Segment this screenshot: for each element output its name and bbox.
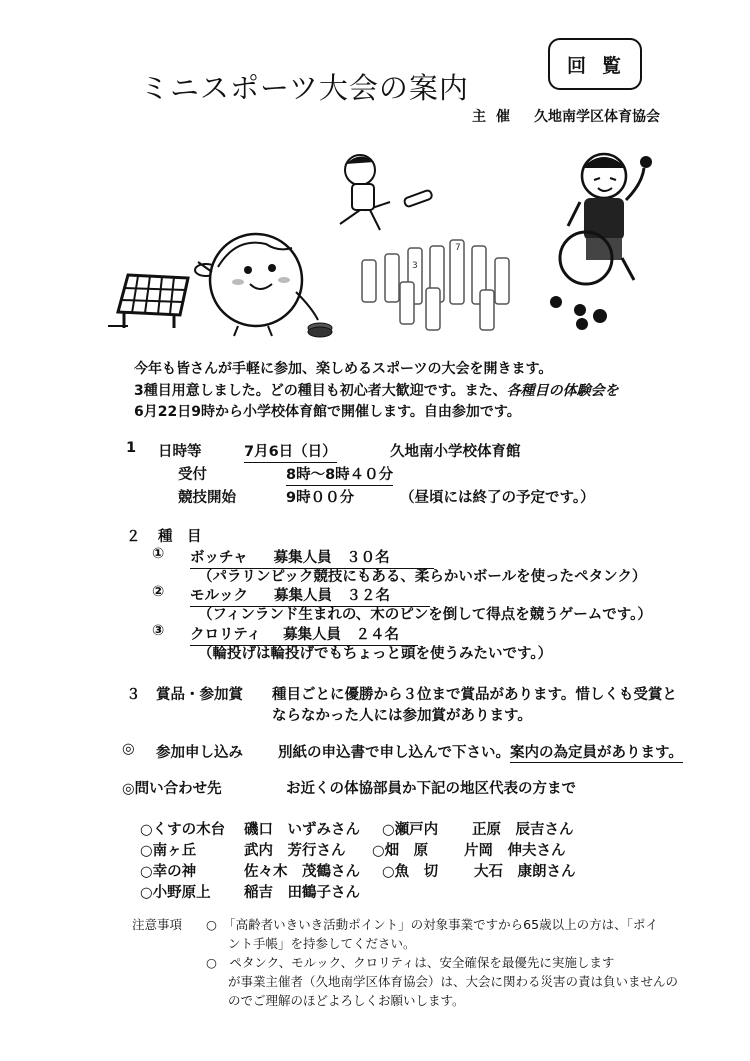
inquiry-text: お近くの体協部員か下記の地区代表の方まで	[286, 781, 576, 797]
contact-area: ○瀬戸内	[382, 822, 439, 838]
boccia-wheelchair-player-illustration	[546, 140, 656, 330]
event-3-number: ③	[152, 623, 165, 639]
contact-area: ○魚 切	[382, 864, 439, 880]
section-2-heading: 種 目	[158, 529, 202, 545]
apply-text	[278, 741, 683, 762]
contact-person: 佐々木 茂鶴さん	[244, 864, 360, 880]
section-1-number: 1	[126, 440, 137, 456]
event-2-recruit: 募集人員 ３２名	[274, 588, 390, 604]
event-3-recruit: 募集人員 ２４名	[283, 627, 400, 643]
apply-instruction: 別紙の申込書で申し込んで下さい。	[278, 745, 510, 761]
contact-person: 武内 芳行さん	[244, 843, 346, 859]
intro-line-3: 6月22日9時から小学校体育館で開催します。自由参加です。	[134, 404, 521, 420]
section-2-number: ２	[126, 529, 141, 545]
start-note: （昼頃には終了の予定です。）	[400, 490, 595, 506]
reception-label: 受付	[178, 467, 207, 483]
apply-capacity-note: 案内の為定員があります。	[510, 745, 683, 761]
svg-text:3: 3	[412, 261, 418, 271]
sponsor	[472, 106, 660, 126]
start-label: 競技開始	[178, 490, 236, 506]
contact-person: 磯口 いずみさん	[244, 822, 360, 838]
section-3-heading: 賞品・参加賞	[156, 687, 243, 703]
section-1-heading: 日時等	[158, 444, 202, 460]
contact-person: 正原 辰吉さん	[472, 822, 574, 838]
section-3-number: ３	[126, 687, 141, 703]
svg-text:7: 7	[455, 243, 461, 253]
event-1-number: ①	[152, 546, 165, 562]
page-title: ミニスポーツ大会の案内	[140, 71, 469, 105]
event-date: 7月6日（日）	[244, 440, 337, 463]
prize-line-1: 種目ごとに優勝から３位まで賞品があります。惜しくも受賞と	[272, 687, 677, 703]
contact-area: ○幸の神	[140, 864, 197, 880]
start-time: 9時００分	[286, 490, 355, 506]
inquiry-heading: ◎問い合わせ先	[122, 781, 222, 797]
circulation-stamp: 回覧	[548, 38, 642, 90]
ring-toss-character-illustration	[188, 222, 338, 340]
event-1-description: （パラリンピック競技にもある、柔らかいボールを使ったペタンク）	[198, 569, 647, 585]
apply-mark: ◎	[122, 741, 135, 757]
event-1-recruit: 募集人員 ３０名	[273, 550, 390, 566]
sponsor-name: 久地南学区体育協会	[534, 109, 660, 125]
event-2-number: ②	[152, 584, 165, 600]
molkky-players-illustration	[330, 150, 530, 335]
apply-heading: 参加申し込み	[156, 745, 243, 761]
prize-line-2: ならなかった人には参加賞があります。	[272, 708, 532, 724]
event-3-description: （輪投げは輪投げでもちょっと頭を使うみたいです。）	[198, 646, 553, 662]
sponsor-label: 主催	[472, 109, 520, 125]
reception-time: 8時～8時４０分	[286, 463, 393, 486]
event-2-description: （フィンランド生まれの、木のピンを倒して得点を競うゲームです。）	[198, 607, 652, 623]
event-3-name: クロリティ	[190, 627, 262, 643]
intro-line-2-text: 3種目用意しました。どの種目も初心者大歓迎です。また、	[134, 383, 507, 399]
event-1-name: ボッチャ	[190, 550, 248, 566]
note-1-line-1: ○ 「高齢者いきいき活動ポイント」の対象事業ですから65歳以上の方は、「ポイ	[206, 917, 658, 932]
contact-person: 片岡 伸夫さん	[464, 843, 566, 859]
contact-area: ○小野原上	[140, 885, 211, 901]
intro-line-1: 今年も皆さんが手軽に参加、楽しめるスポーツの大会を開きます。	[134, 361, 553, 377]
event-2-name: モルック	[190, 588, 248, 604]
intro-line-2	[134, 380, 619, 400]
note-1-line-2: ント手帳」を持参してください。	[228, 936, 416, 951]
note-2-line-3: のでご理解のほどよろしくお願いします。	[228, 993, 465, 1008]
event-venue: 久地南小学校体育館	[390, 444, 521, 460]
contact-person: 稲吉 田鶴子さん	[244, 885, 360, 901]
contact-area: ○くすの木台	[140, 822, 226, 838]
contact-person: 大石 康朗さん	[474, 864, 576, 880]
notes-label: 注意事項	[132, 917, 183, 932]
board-game-illustration	[108, 270, 198, 330]
intro-line-2-emphasis: 各種目の体験会を	[506, 383, 619, 399]
note-2-line-1: ○ ペタンク、モルック、クロリティは、安全確保を最優先に実施します	[206, 955, 615, 970]
note-2-line-2: が事業主催者（久地南学区体育協会）は、大会に関わる災害の責は負いませんの	[228, 974, 679, 989]
contact-area: ○南ヶ丘	[140, 843, 197, 859]
contact-area: ○畑 原	[372, 843, 429, 859]
